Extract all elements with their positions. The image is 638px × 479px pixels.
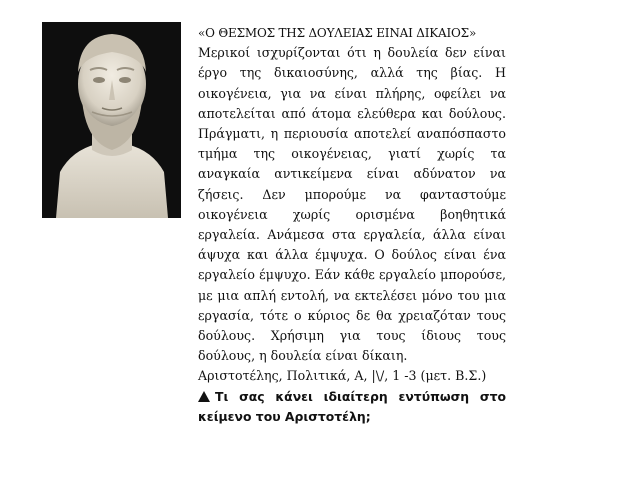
discussion-question-text: Τι σας κάνει ιδιαίτερη εντύπωση στο κείμενο του Αριστοτέλη;: [198, 388, 506, 424]
triangle-icon: [198, 391, 210, 402]
quote-citation: Αριστοτέλης, Πολιτικά, Α, |\/, 1 -3 (μετ. Β.Σ.): [198, 368, 487, 384]
aristotle-bust-image: [42, 22, 181, 218]
quote-text-block: [198, 23, 506, 427]
quote-title: «Ο ΘΕΣΜΟΣ ΤΗΣ ΔΟΥΛΕΙΑΣ ΕΙΝΑΙ ΔΙΚΑΙΟΣ»: [198, 26, 477, 40]
discussion-question: [198, 387, 506, 427]
aristotle-bust-icon: [42, 22, 181, 218]
quote-body: Μερικοί ισχυρίζονται ότι η δουλεία δεν είναι έργο της δικαιοσύνης, αλλά της βίας. Η οικογένεια, για να είναι πλήρης, οφείλει να αποτελείται από άτομα ελεύθερα και δούλους. Πράγματι, η περιουσία αποτελεί αναπόσπαστο τμήμα της οικογένειας, γιατί χωρίς τα αναγκαία αντικείμενα είναι αδύνατον να ζήσεις. Δεν μπορούμε να φανταστούμε οικογένεια χωρίς ορισμένα βοηθητικά εργαλεία. Ανάμεσα στα εργαλεία, άλλα είναι άψυχα και άλλα έμψυχα. Ο δούλος είναι ένα εργαλείο έμψυχο. Εάν κάθε εργαλείο μπορούσε, με μια απλή εντολή, να εκτελέσει μόνο του μια εργασία, τότε ο κύριος δε θα χρειαζόταν τους δούλους. Χρήσιμη για τους ίδιους τους δούλους, η δουλεία είναι δίκαιη.: [198, 45, 506, 364]
